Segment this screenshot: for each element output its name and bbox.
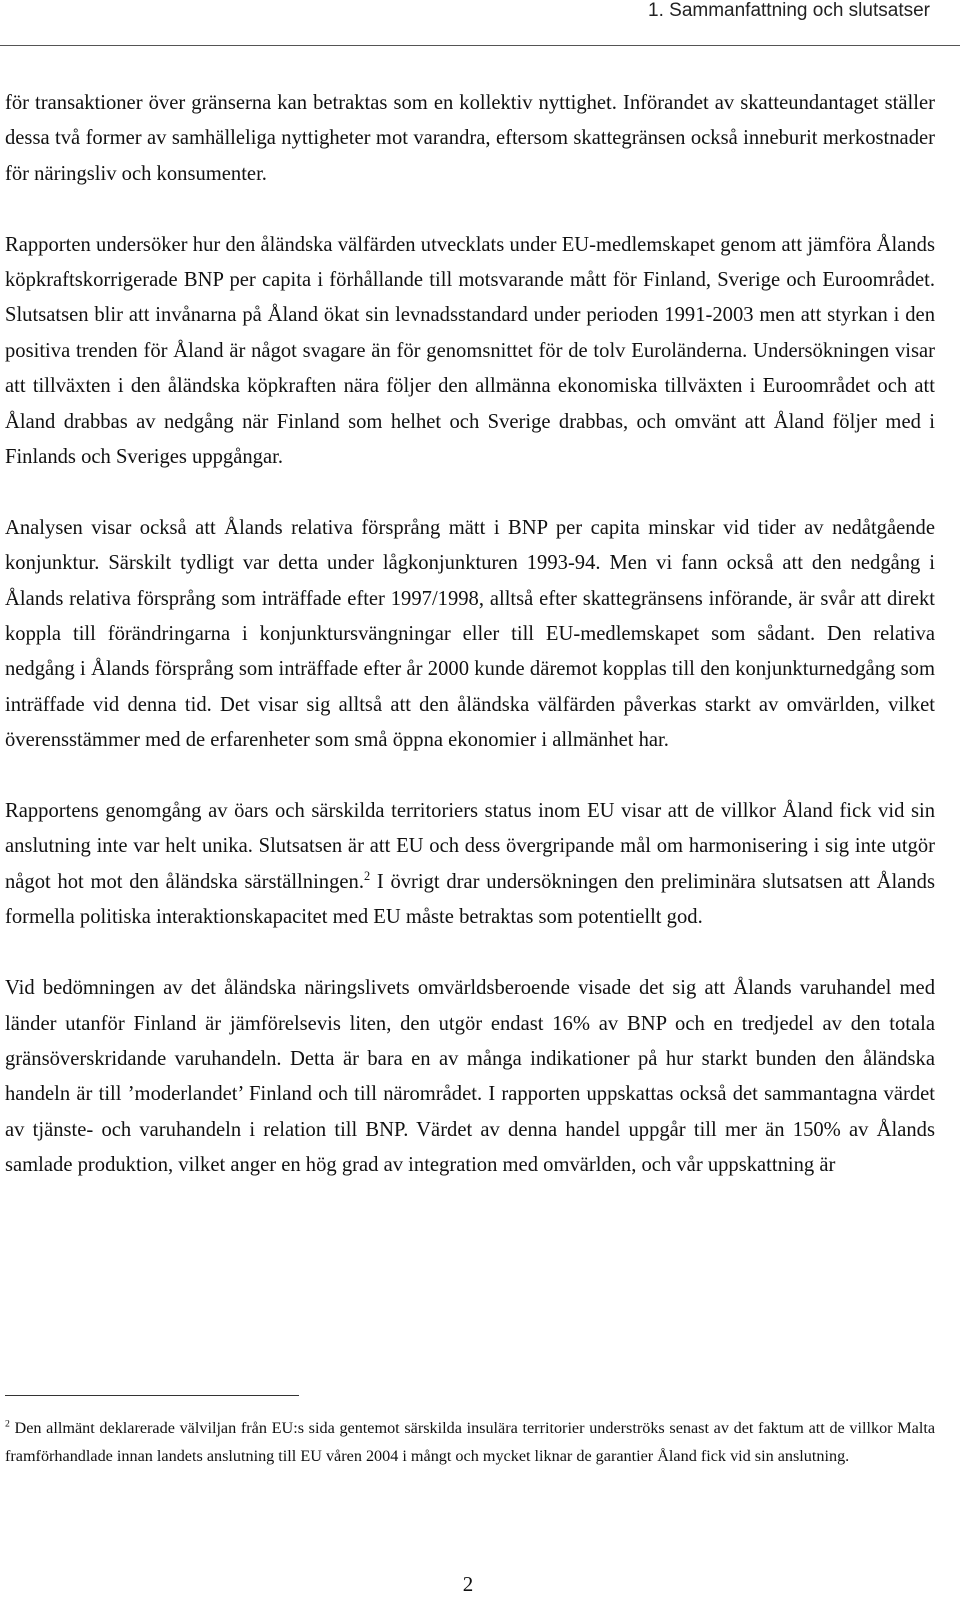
paragraph-1: för transaktioner över gränserna kan betraktas som en kollektiv nyttighet. Införandet av skatteundantaget ställer dessa två former av samhälleliga nyttigheter mot varandra, eftersom skattegränsen också inneburit merkostnader för näringsliv och konsumenter.	[5, 92, 935, 185]
running-header	[0, 0, 960, 26]
footnote-reference[interactable]: 2	[363, 869, 371, 884]
paragraph-4	[5, 794, 935, 936]
paragraph-5: Vid bedömningen av det åländska näringslivets omvärldsberoende visade det sig att Ålands varuhandel med länder utanför Finland är jämförelsevis liten, den utgör endast 16% av BNP och en tredjedel av den totala gränsöverskridande varuhandeln. Detta är bara en av många indikationer på hur starkt bunden den åländska handeln är till ’moderlandet’ Finland och till närområdet. I rapporten uppskattas också det sammantagna värdet av tjänste- och varuhandeln i relation till BNP. Värdet av denna handel uppgår till mer än 150% av Ålands samlade produktion, vilket anger en hög grad av integration med omvärlden, och vår uppskattning är	[5, 977, 935, 1177]
footnote	[5, 1414, 935, 1471]
header-divider	[0, 45, 960, 46]
paragraph-4-text-after: I övrigt drar undersökningen den preliminära slutsatsen att Ålands formella politiska interaktionskapacitet med EU måste betraktas som potentiellt god.	[5, 870, 935, 929]
footnote-text: Den allmänt deklarerade välviljan från EU:s sida gentemot särskilda insulära territorier underströks senast av det faktum att de villkor Malta framförhandlade innan landets anslutning till EU våren 2004 i mångt och mycket liknar de garantier Åland fick vid sin anslutning.	[5, 1419, 935, 1466]
main-text	[5, 86, 935, 1184]
footnote-number: 2	[5, 1418, 10, 1430]
paragraph-4-text-before: Rapportens genomgång av öars och särskilda territoriers status inom EU visar att de villkor Åland fick vid sin anslutning inte var helt unika. Slutsatsen är att EU och dess övergripande mål om harmonisering i sig inte utgör något hot mot den åländska särställningen.	[5, 800, 935, 893]
header-title: 1. Sammanfattning och slutsatser	[648, 0, 930, 21]
paragraph-2: Rapporten undersöker hur den åländska välfärden utvecklats under EU-medlemskapet genom att jämföra Ålands köpkraftskorrigerade BNP per capita i förhållande till motsvarande mått för Finland, Sverige och Euroområdet. Slutsatsen blir att invånarna på Åland ökat sin levnadsstandard under perioden 1991-2003 men att styrkan i den positiva trenden för Åland är något svagare än för genomsnittet för de tolv Euroländerna. Undersökningen visar att tillväxten i den åländska köpkraften nära följer den allmänna ekonomiska tillväxten i Euroområdet och att Åland drabbas av nedgång när Finland som helhet och Sverige drabbas, och omvänt att Åland följer med i Finlands och Sveriges uppgångar.	[5, 233, 935, 469]
footnote-divider	[5, 1395, 299, 1396]
page-number: 2	[462, 1572, 474, 1596]
paragraph-3: Analysen visar också att Ålands relativa försprång mätt i BNP per capita minskar vid tider av nedåtgående konjunktur. Särskilt tydligt var detta under lågkonjunkturen 1993-94. Men vi fann också att den nedgång i Ålands relativa försprång som inträffade efter 1997/1998, alltså efter skattegränsens införande, är svår att direkt koppla till förändringarna i konjunktursvängningar eller till EU-medlemskapet som sådant. Den relativa nedgång i Ålands försprång som inträffade efter år 2000 kunde däremot kopplas till den konjunkturnedgång som inträffade vid denna tid. Det visar sig alltså att den åländska välfärden påverkas starkt av omvärlden, vilket överensstämmer med de erfarenheter som små öppna ekonomier i allmänhet har.	[5, 516, 935, 752]
